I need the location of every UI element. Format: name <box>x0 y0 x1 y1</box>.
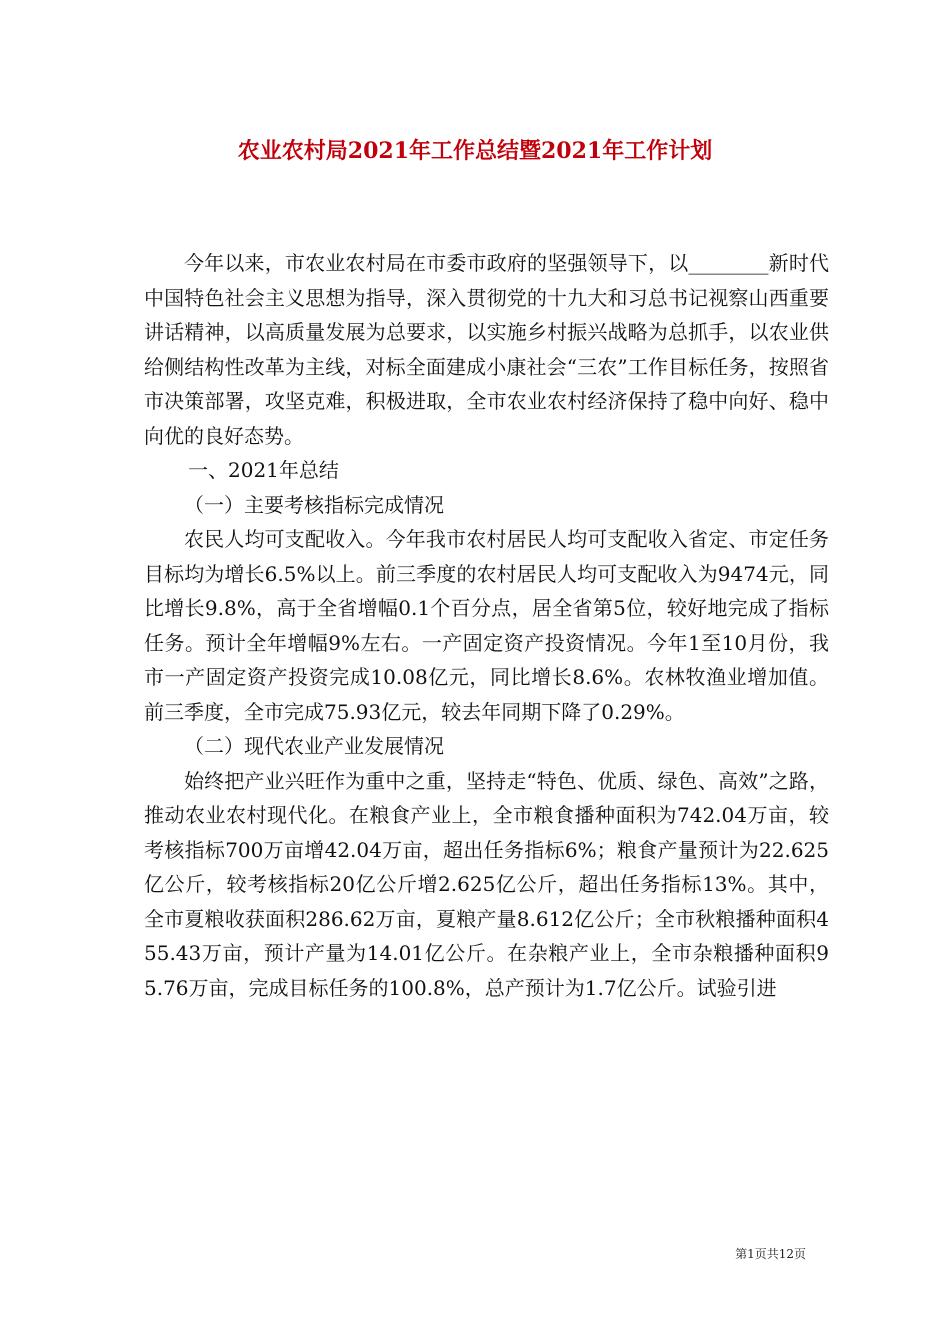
subsection-heading-indicators: （一）主要考核指标完成情况 <box>184 492 444 517</box>
subsection-heading-industry: （二）现代农业产业发展情况 <box>184 734 444 758</box>
page-number-footer: 第1页共12页 <box>735 1247 806 1261</box>
intro-paragraph: 今年以来，市农业农村局在市委市政府的坚强领导下，以________新时代中国特色社会主义思想为指导，深入贯彻党的十九大和习总书记视察山西重要讲话精神，以高质量发展为总要求，以实施乡村振兴战略为总抓手，以农业供给侧结构性改革为主线，对标全面建成小康社会“三农”工作目标任务，按照省市决策部署，攻坚克难，积极进取，全市农业农村经济保持了稳中向好、稳中向优的良好态势。 <box>144 251 829 448</box>
document-body <box>144 246 829 1005</box>
industry-paragraph: 始终把产业兴旺作为重中之重，坚持走“特色、优质、绿色、高效”之路，推动农业农村现代化。在粮食产业上，全市粮食播种面积为742.04万亩，较考核指标700万亩增42.04万亩，超出任务指标6%；粮食产量预计为22.625亿公斤，较考核指标20亿公斤增2.625亿公斤，超出任务指标13%。其中，全市夏粮收获面积286.62万亩，夏粮产量8.612亿公斤；全市秋粮播种面积455.43万亩，预计产量为14.01亿公斤。在杂粮产业上，全市杂粮播种面积95.76万亩，完成目标任务的100.8%，总产预计为1.7亿公斤。试验引进 <box>144 768 829 1000</box>
indicators-paragraph: 农民人均可支配收入。今年我市农村居民人均可支配收入省定、市定任务目标均为增长6.5%以上。前三季度的农村居民人均可支配收入为9474元，同比增长9.8%，高于全省增幅0.1个百分点，居全省第5位，较好地完成了指标任务。预计全年增幅9%左右。一产固定资产投资情况。今年1至10月份，我市一产固定资产投资完成10.08亿元，同比增长8.6%。农林牧渔业增加值。前三季度，全市完成75.93亿元，较去年同期下降了0.29%。 <box>144 527 829 724</box>
section-heading-summary: 一、2021年总结 <box>188 458 339 482</box>
document-title: 农业农村局2021年工作总结暨2021年工作计划 <box>237 138 713 164</box>
